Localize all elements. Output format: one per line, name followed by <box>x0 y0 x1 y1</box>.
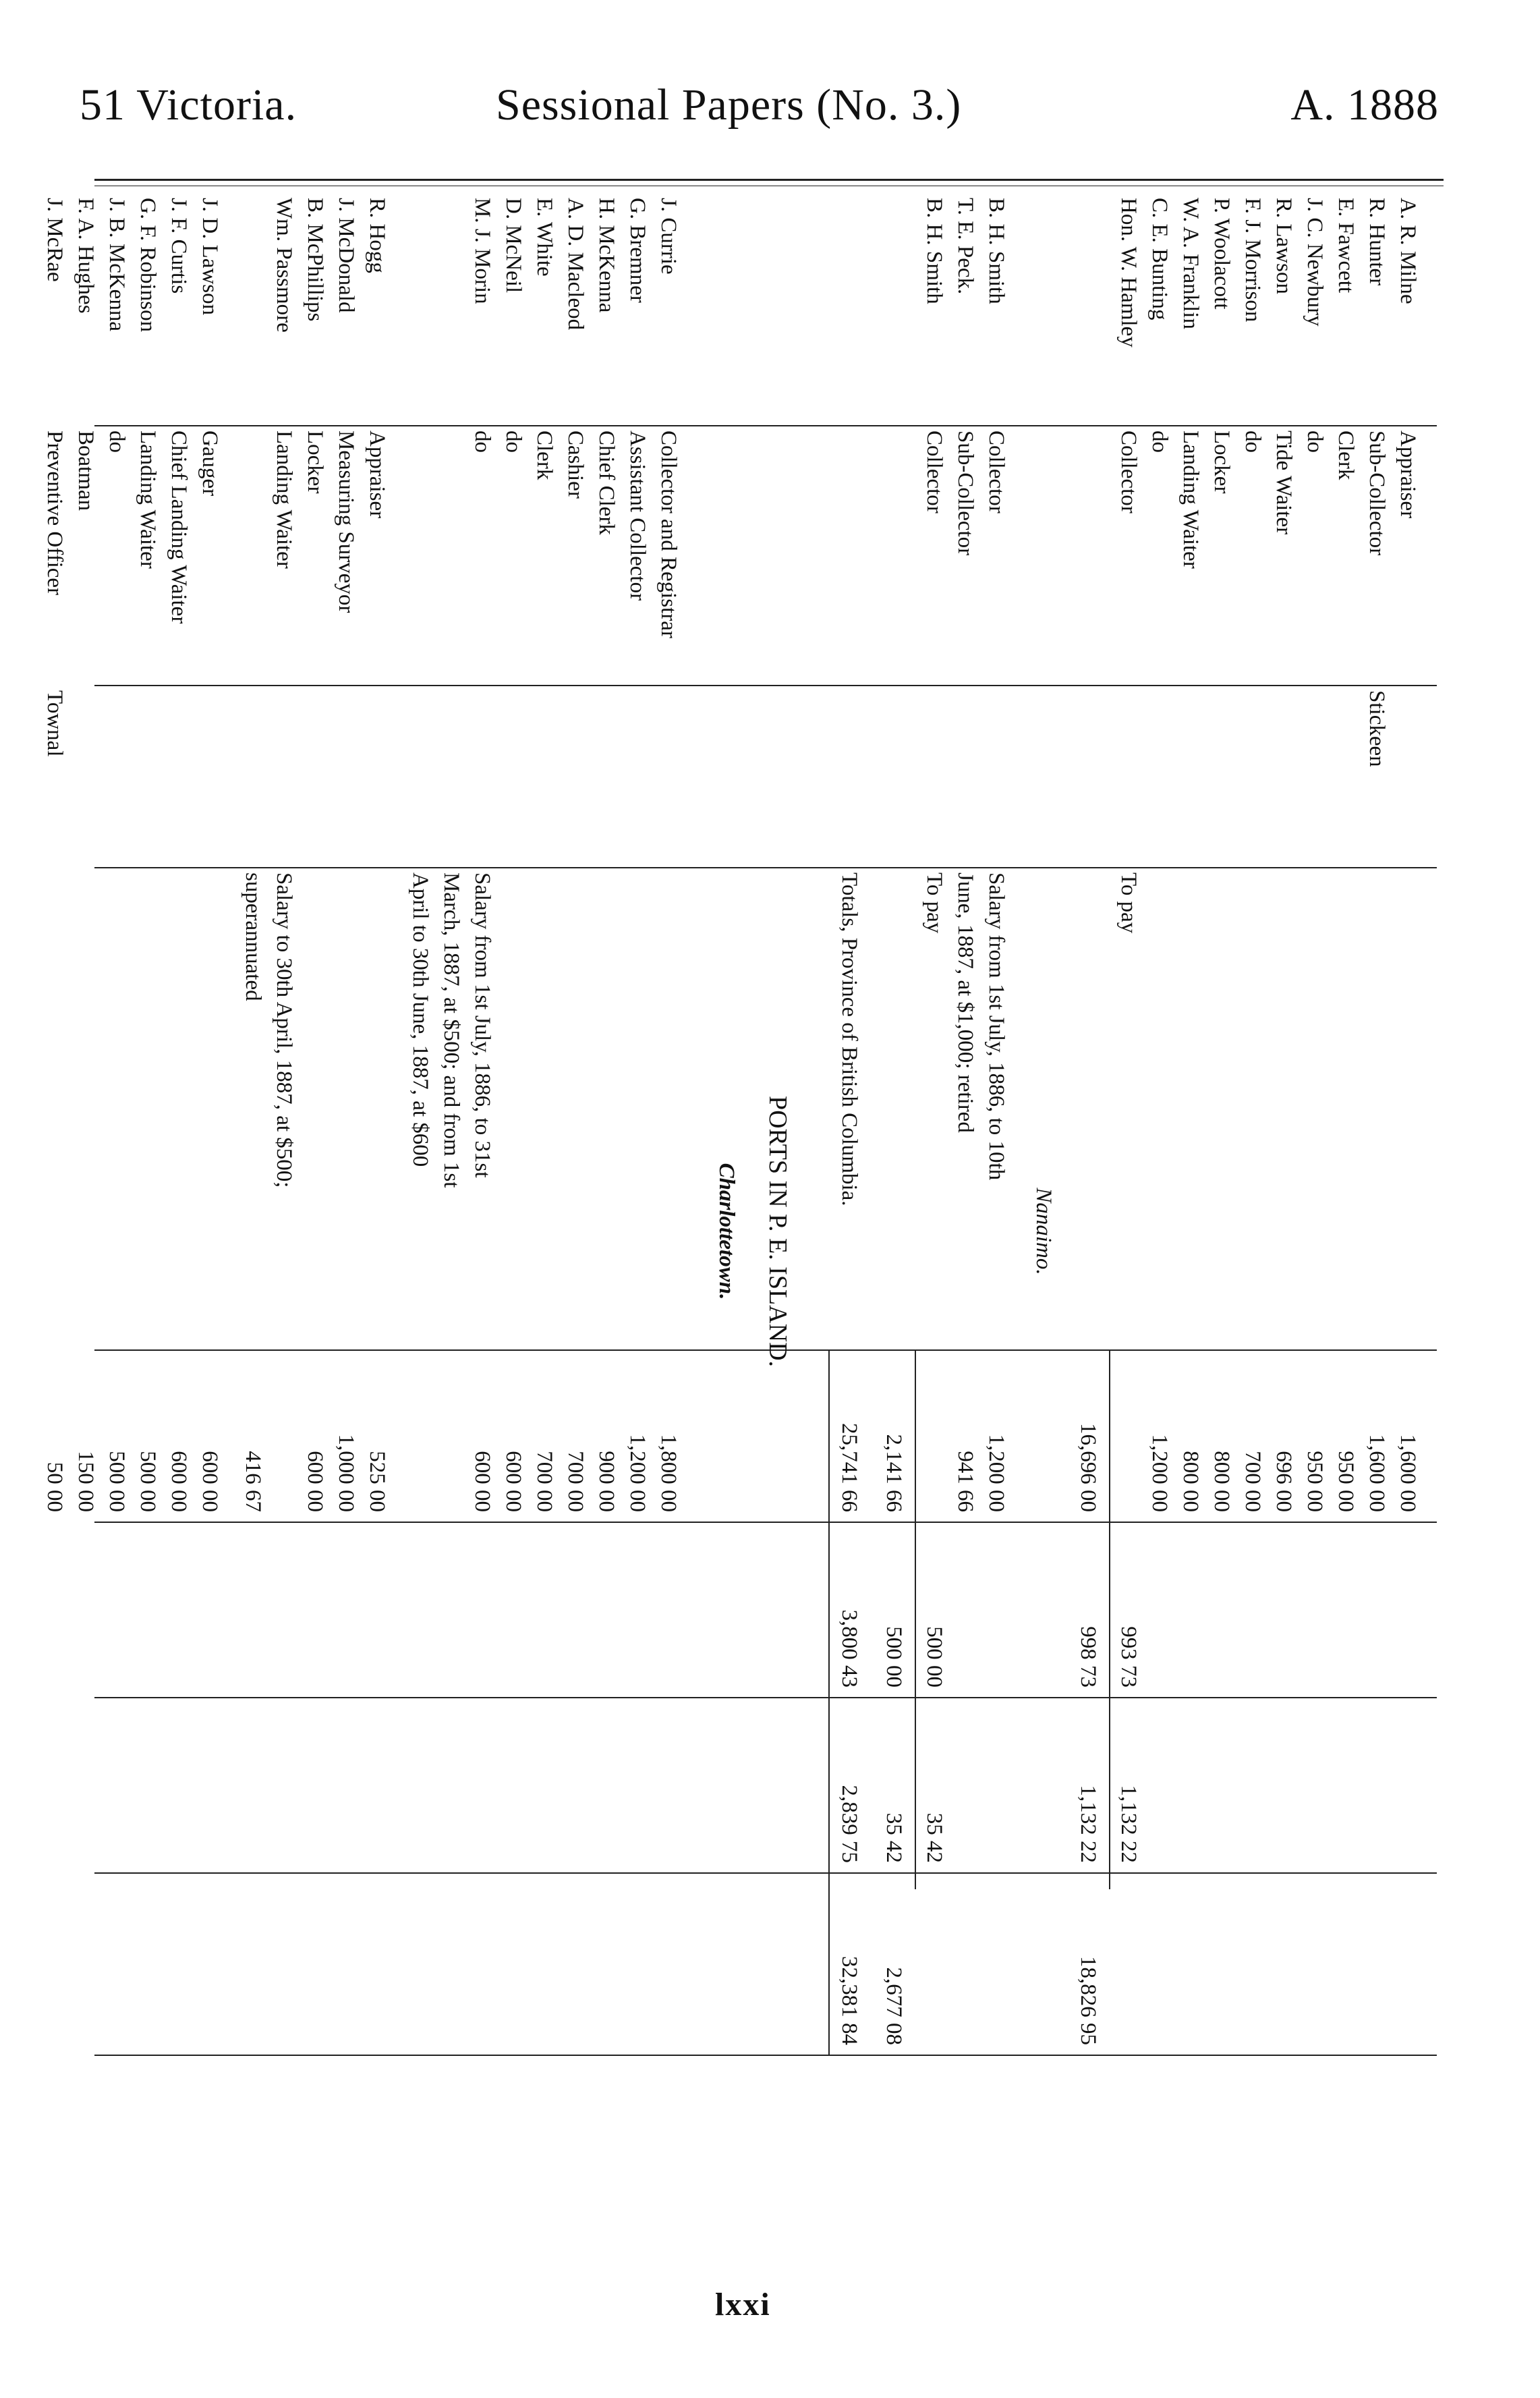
salary-amount: 1,200 00 <box>625 1434 650 1512</box>
salary-amount: 600 00 <box>470 1451 494 1512</box>
position-title: do <box>1240 430 1265 453</box>
total-rule <box>915 1349 916 1889</box>
position-title: Boatman <box>74 430 98 511</box>
port-heading: Nanaimo. <box>1031 1188 1056 1275</box>
employee-name: A. D. Macleod <box>563 198 588 331</box>
employee-name: F. A. Hughes <box>74 198 98 314</box>
employee-name: G. Bremner <box>625 198 650 303</box>
port-name: Townal <box>42 690 67 757</box>
table-row <box>362 192 393 2270</box>
totals-label: Totals, Province of British Columbia. <box>837 872 861 1206</box>
employee-name: F. J. Morrison <box>1240 198 1265 323</box>
employee-name: B. H. Smith <box>984 198 1008 304</box>
employee-name: A. R. Milne <box>1396 198 1420 304</box>
total-col4: 32,381 84 <box>837 1956 861 2045</box>
remarks-text: March, 1887, at $500; and from 1st <box>439 872 463 1188</box>
employee-name: W. A. Franklin <box>1178 198 1203 329</box>
employee-name: J. Currie <box>656 198 681 275</box>
employee-name: T. E. Peck. <box>953 198 977 295</box>
subtotal-col3: 35 42 <box>882 1812 906 1863</box>
remarks-text: Salary to 30th April, 1887, at $500; <box>272 872 296 1188</box>
subtotal-row <box>878 192 909 2270</box>
employee-name: E. White <box>532 198 557 277</box>
employee-name: M. J. Morin <box>470 198 494 304</box>
table-row <box>39 192 70 2270</box>
port-name: Stickeen <box>1365 690 1389 767</box>
salary-amount: 50 00 <box>42 1461 67 1512</box>
table-row <box>331 192 362 2270</box>
total-rule <box>828 1349 830 2055</box>
position-title: Measuring Surveyor <box>334 430 358 613</box>
position-title: do <box>1147 430 1172 453</box>
salary-amount: 525 00 <box>365 1451 389 1512</box>
position-title: Chief Landing Waiter <box>167 430 191 624</box>
table-row <box>919 192 950 2270</box>
position-title: Clerk <box>532 430 557 480</box>
employee-name: E. Fawcett <box>1334 198 1358 294</box>
table-row <box>268 192 300 2270</box>
salary-amount: 800 00 <box>1209 1451 1234 1512</box>
position-title: Locker <box>303 430 327 494</box>
table-row <box>560 192 591 2270</box>
table-row <box>1113 192 1144 2270</box>
position-title: Landing Waiter <box>272 430 296 569</box>
salary-table <box>42 192 1437 2270</box>
remarks-text: superannuated <box>241 872 265 1001</box>
remarks-text: Salary from 1st July, 1886, to 10th <box>984 872 1008 1181</box>
table-row <box>1392 192 1423 2270</box>
table-row <box>1299 192 1330 2270</box>
salary-amount: 800 00 <box>1178 1451 1203 1512</box>
section-heading-row <box>1028 192 1059 2270</box>
position-title: Chief Clerk <box>594 430 619 535</box>
salary-amount: 150 00 <box>74 1451 98 1512</box>
position-title: do <box>501 430 525 453</box>
position-title: Sub-Collector <box>1365 430 1389 556</box>
totals-row <box>834 192 865 2270</box>
employee-name: J. D. Lawson <box>198 198 222 316</box>
amount-col3: 1,132 22 <box>1116 1785 1141 1863</box>
province-heading: PORTS IN P. E. ISLAND. <box>764 1095 792 1368</box>
employee-name: R. Lawson <box>1272 198 1296 294</box>
salary-amount: 1,600 00 <box>1396 1434 1420 1512</box>
section-heading-row <box>711 192 742 2270</box>
salary-amount: 1,600 00 <box>1365 1434 1389 1512</box>
position-title: Landing Waiter <box>136 430 160 569</box>
salary-amount: 1,200 00 <box>984 1434 1008 1512</box>
section-heading-row <box>753 192 793 2270</box>
salary-amount: 700 00 <box>1240 1451 1265 1512</box>
salary-amount: 696 00 <box>1272 1451 1296 1512</box>
table-row <box>163 192 194 2270</box>
salary-amount: 950 00 <box>1334 1451 1358 1512</box>
table-row <box>981 192 1012 2270</box>
position-title: do <box>1303 430 1327 453</box>
employee-name: Wm. Passmore <box>272 198 296 333</box>
remarks-text: April to 30th June, 1887, at $600 <box>408 872 432 1167</box>
salary-amount: 600 00 <box>303 1451 327 1512</box>
table-row <box>653 192 684 2270</box>
table-row <box>950 192 981 2270</box>
table-row <box>194 192 225 2270</box>
subtotal-row <box>1073 192 1104 2270</box>
table-row <box>300 192 331 2270</box>
table-row <box>1268 192 1299 2270</box>
total-rule <box>1109 1349 1110 1889</box>
position-title: Gauger <box>198 430 222 497</box>
table-row <box>436 192 467 2270</box>
page-header <box>0 80 1540 140</box>
remarks-text: June, 1887, at $1,000; retired <box>953 872 977 1133</box>
table-row <box>405 192 436 2270</box>
position-title: Cashier <box>563 430 588 499</box>
salary-amount: 700 00 <box>563 1451 588 1512</box>
position-title: do <box>470 430 494 453</box>
subtotal-amount: 2,141 66 <box>882 1434 906 1512</box>
table-row <box>529 192 560 2270</box>
subtotal-amount: 16,696 00 <box>1076 1423 1100 1512</box>
subtotal-col4: 2,677 08 <box>882 1967 906 2045</box>
table-row <box>101 192 132 2270</box>
remarks-text: Salary from 1st July, 1886, to 31st <box>470 872 494 1178</box>
employee-name: B. H. Smith <box>922 198 946 304</box>
employee-name: R. Hogg <box>365 198 389 273</box>
position-title: Collector <box>922 430 946 513</box>
employee-name: J. C. Newbury <box>1303 198 1327 327</box>
table-row <box>622 192 653 2270</box>
total-col3: 2,839 75 <box>837 1785 861 1863</box>
position-title: Assistant Collector <box>625 430 650 601</box>
employee-name: P. Woolacott <box>1209 198 1234 310</box>
employee-name: G. F. Robinson <box>136 198 160 333</box>
employee-name: J. B. McKenna <box>105 198 129 331</box>
position-title: Sub-Collector <box>953 430 977 556</box>
amount-col2: 500 00 <box>922 1626 946 1688</box>
position-title: Clerk <box>1334 430 1358 480</box>
table-row <box>237 192 268 2270</box>
table-row <box>1206 192 1237 2270</box>
table-row <box>132 192 163 2270</box>
employee-name: J. McDonald <box>334 198 358 313</box>
position-title: do <box>105 430 129 453</box>
table-row <box>1175 192 1206 2270</box>
position-title: Tide Waiter <box>1272 430 1296 535</box>
header-year: A. 1888 <box>1290 80 1439 130</box>
table-row <box>467 192 498 2270</box>
employee-name: C. E. Bunting <box>1147 198 1172 320</box>
remarks-text: To pay <box>922 872 946 934</box>
employee-name: J. F. Curtis <box>167 198 191 294</box>
position-title: Appraiser <box>1396 430 1420 519</box>
subtotal-col2: 998 73 <box>1076 1626 1100 1688</box>
header-title: Sessional Papers (No. 3.) <box>496 80 962 130</box>
total-col2: 3,800 43 <box>837 1609 861 1688</box>
salary-amount: 500 00 <box>136 1451 160 1512</box>
header-rule <box>94 179 1444 181</box>
subtotal-col4: 18,826 95 <box>1076 1956 1100 2045</box>
salary-amount: 600 00 <box>167 1451 191 1512</box>
salary-amount: 416 67 <box>241 1451 265 1512</box>
page-number: lxxi <box>715 2287 771 2322</box>
remarks-text: To pay <box>1116 872 1141 934</box>
employee-name: Hon. W. Hamley <box>1116 198 1141 347</box>
table-row <box>70 192 101 2270</box>
header-session: 51 Victoria. <box>80 80 297 130</box>
salary-amount: 600 00 <box>198 1451 222 1512</box>
table-row <box>498 192 529 2270</box>
table-row <box>591 192 622 2270</box>
employee-name: R. Hunter <box>1365 198 1389 286</box>
position-title: Locker <box>1209 430 1234 494</box>
table-row <box>1330 192 1361 2270</box>
employee-name: B. McPhillips <box>303 198 327 322</box>
subtotal-col2: 500 00 <box>882 1626 906 1688</box>
employee-name: D. McNeil <box>501 198 525 294</box>
position-title: Preventive Officer <box>42 430 67 596</box>
salary-amount: 941 66 <box>953 1451 977 1512</box>
salary-amount: 700 00 <box>532 1451 557 1512</box>
employee-name: J. McRae <box>42 198 67 282</box>
position-title: Landing Waiter <box>1178 430 1203 569</box>
salary-amount: 900 00 <box>594 1451 619 1512</box>
amount-col2: 993 73 <box>1116 1626 1141 1688</box>
salary-amount: 1,000 00 <box>334 1434 358 1512</box>
salary-amount: 600 00 <box>501 1451 525 1512</box>
position-title: Collector <box>1116 430 1141 513</box>
port-heading: Charlottetown. <box>714 1163 739 1300</box>
position-title: Collector and Registrar <box>656 430 681 638</box>
table-row <box>1361 192 1392 2270</box>
amount-col3: 35 42 <box>922 1812 946 1863</box>
table-row <box>1237 192 1268 2270</box>
salary-amount: 500 00 <box>105 1451 129 1512</box>
position-title: Appraiser <box>365 430 389 519</box>
salary-amount: 1,800 00 <box>656 1434 681 1512</box>
employee-name: H. McKenna <box>594 198 619 313</box>
subtotal-col3: 1,132 22 <box>1076 1785 1100 1863</box>
total-amount: 25,741 66 <box>837 1423 861 1512</box>
salary-amount: 950 00 <box>1303 1451 1327 1512</box>
salary-amount: 1,200 00 <box>1147 1434 1172 1512</box>
position-title: Collector <box>984 430 1008 513</box>
table-row <box>1144 192 1175 2270</box>
